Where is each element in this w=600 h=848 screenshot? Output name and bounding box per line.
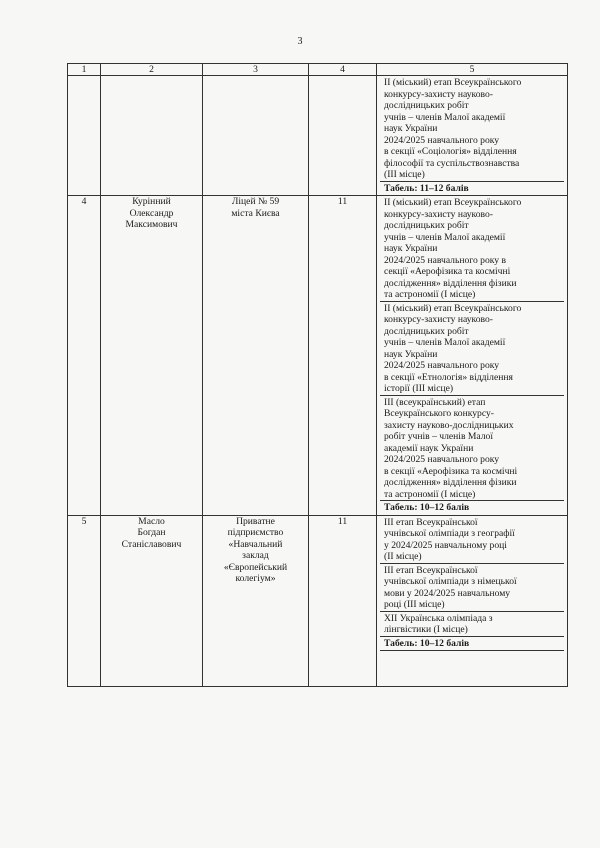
school-name: Ліцей № 59 міста Києва (203, 196, 309, 516)
column-header: 3 (203, 64, 309, 76)
column-header: 4 (309, 64, 377, 76)
student-name: Масло Богдан Станіславович (101, 515, 203, 686)
page-number: 3 (297, 36, 303, 47)
achievements-cell (377, 196, 568, 516)
achievement-item: III етап Всеукраїнської учнівської олімпіади з географії у 2024/2025 навчальному році (II місце) (380, 516, 564, 564)
grade: 11 (309, 196, 377, 516)
achievement-item: XII Українська олімпіада з лінгвістики (I місце) (380, 612, 564, 637)
grade: 11 (309, 515, 377, 686)
student-name: Курінний Олександр Максимович (101, 196, 203, 516)
column-header: 2 (101, 64, 203, 76)
achievements-cell (377, 515, 568, 686)
achievement-item: II (міський) етап Всеукраїнського конкурсу-захисту науково- дослідницьких робіт учнів – членів Малої академії наук України 2024/2025 навчального року в секції «Аерофізика та космічні дослідження» відділення фізики та астрономії (I місце) (380, 196, 564, 302)
participants-table (67, 63, 568, 687)
achievement-item: II (міський) етап Всеукраїнського конкурсу-захисту науково- дослідницьких робіт учнів – членів Малої академії наук України 2024/2025 навчального року в секції «Етнологія» відділення історії (III місце) (380, 302, 564, 396)
row-number: 5 (68, 515, 101, 686)
row-number: 4 (68, 196, 101, 516)
score-summary: Табель: 10–12 балів (384, 502, 470, 513)
table-row (68, 76, 568, 196)
row-number (68, 76, 101, 196)
school-name (203, 76, 309, 196)
grade (309, 76, 377, 196)
table-header-row (68, 64, 568, 76)
score-summary: Табель: 10–12 балів (380, 637, 564, 652)
achievement-item: III (всеукраїнський) етап Всеукраїнського конкурсу- захисту науково-дослідницьких робіт учнів – членів Малої академії наук України 2024/2025 навчального року в секції «Аерофізика та космічні дослідження» відділення фізики та астрономії (I місце) (380, 396, 564, 502)
school-name: Приватне підприємство «Навчальний заклад «Європейський колегіум» (203, 515, 309, 686)
column-header: 1 (68, 64, 101, 76)
score-summary: Табель: 11–12 балів (384, 182, 469, 194)
table-row (68, 515, 568, 686)
column-header: 5 (377, 64, 568, 76)
achievements-cell (377, 76, 568, 196)
table-row (68, 196, 568, 516)
achievement-item: II (міський) етап Всеукраїнського конкурсу-захисту науково- дослідницьких робіт учнів – членів Малої академії наук України 2024/2025 навчального року в секції «Соціологія» відділення філософії та суспільствознавства (III місце) (380, 76, 564, 182)
student-name (101, 76, 203, 196)
achievement-item: III етап Всеукраїнської учнівської олімпіади з німецької мови у 2024/2025 навчальному році (III місце) (380, 564, 564, 612)
